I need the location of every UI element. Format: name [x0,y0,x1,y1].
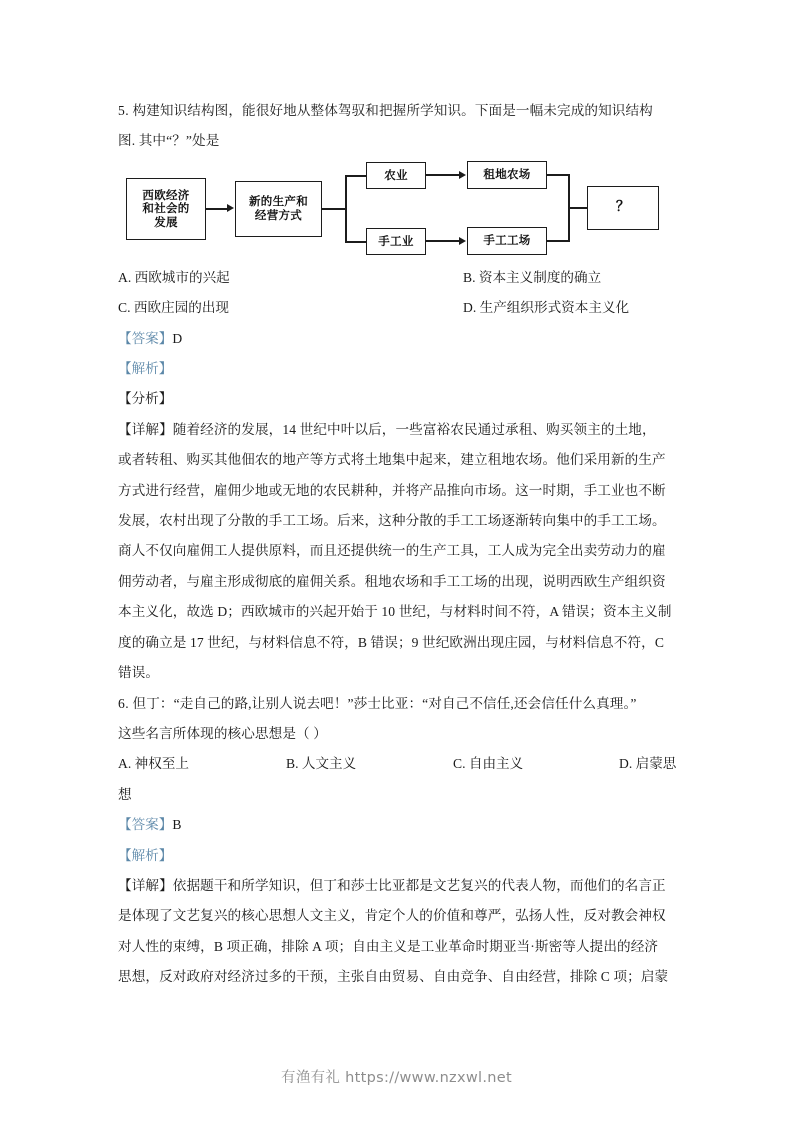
question-5-detail-text-2: 或者转租、购买其他佃农的地产等方式将土地集中起来，建立租地农场。他们采用新的生产 [118,452,666,468]
option-5-d[interactable] [463,293,678,323]
option-6-a-text: 神权至上 [134,756,189,772]
diagram-box-origin-line3: 发展 [154,214,178,229]
option-6-d-text: 启蒙思 [635,756,677,772]
diagram-bracket-left [345,175,347,243]
question-5-detail-line-2 [118,445,678,475]
question-5-options-row-1 [118,263,678,293]
question-5-analysis-line [118,354,678,384]
question-6-stem-line2-row [118,719,678,749]
option-6-d-wrapped-tail [118,780,678,810]
question-5-detail-line-9 [118,658,678,688]
question-5-detail-line-5 [118,536,678,566]
diagram-box-mode-line2: 经营方式 [254,207,303,222]
option-5-c-text: 西欧庄园的出现 [133,300,230,316]
question-5-analysis-label: 【解析】 [118,361,173,377]
question-5-number: 5. [118,103,129,118]
option-6-a[interactable] [118,749,286,779]
option-5-b[interactable] [463,263,678,293]
option-5-c[interactable] [118,293,463,323]
diagram-connector-1 [206,208,227,210]
option-5-a[interactable] [118,263,463,293]
diagram-box-unknown [587,186,659,230]
question-6-number: 6. [118,695,129,711]
option-6-c-text: 自由主义 [468,756,524,772]
question-5-detail-line-4 [118,506,678,536]
option-5-a-text: 西欧城市的兴起 [134,269,230,285]
question-5-stem-line2: 图. 其中“？”处是 [118,133,220,149]
option-5-d-text: 生产组织形式资本主义化 [479,300,630,316]
option-5-d-key: D. [463,300,477,316]
question-5-detail-label: 【详解】 [118,421,173,437]
question-5-detail-text-4: 发展，农村出现了分散的手工工场。后来，这种分散的手工工场逐渐转向集中的手工工场。 [118,513,666,529]
option-5-c-key: C. [118,300,131,316]
question-5-stem-line2-row [118,126,678,156]
question-6-detail-text-2: 是体现了文艺复兴的核心思想人文主义，肯定个人的价值和尊严，弘扬人性，反对教会神权 [118,908,666,924]
footer-watermark-text: 有渔有礼 https://www.nzxwl.net [281,1070,512,1086]
question-5-section-line [118,384,678,414]
question-5-detail-line-1 [118,415,678,445]
diagram-connector-2 [322,208,346,210]
option-6-d[interactable] [619,749,678,779]
diagram-connector-7 [568,207,588,209]
diagram-box-mode-line1: 新的生产和 [249,194,308,209]
question-6-analysis-label: 【解析】 [118,847,173,863]
question-6-answer-value: B [172,817,182,833]
question-6-detail-text-3: 对人性的束缚，B 项正确，排除 A 项；自由主义是工业革命时期亚当·斯密等人提出的经济 [118,938,659,954]
question-5-detail-text-8: 度的确立是 17 世纪，与材料信息不符，B 错误；9 世纪欧洲出现庄园，与材料信息不符，C [118,634,664,650]
diagram-arrowhead-2 [459,171,466,179]
diagram-box-agriculture [366,162,426,189]
footer-watermark [0,1066,793,1087]
diagram-box-rented-farm [467,161,547,189]
option-6-d-key: D. [619,756,633,772]
question-5-detail-text-1: 随着经济的发展，14 世纪中叶以后，一些富裕农民通过承租、购买领主的土地， [172,421,656,437]
question-5-detail-text-6: 佣劳动者，与雇主形成彻底的雇佣关系。租地农场和手工工场的出现，说明西欧生产组织资 [118,573,666,589]
question-6-stem [118,689,678,719]
diagram-box-origin-line1: 西欧经济 [142,187,190,202]
knowledge-structure-diagram [118,161,678,261]
question-5-answer-label: 【答案】 [118,330,173,346]
question-6-detail-text-4: 思想，反对政府对经济过多的干预，主张自由贸易、自由竞争、自由经营，排除 C 项；启蒙 [118,969,669,985]
page-content [118,96,678,993]
question-5-detail-text-5: 商人不仅向雇佣工人提供原料，而且还提供统一的生产工具，工人成为完全出卖劳动力的雇 [118,543,666,559]
question-6-analysis-line [118,841,678,871]
question-6-options-row [118,749,678,779]
question-5-stem-line1: 构建知识结构图，能很好地从整体驾驭和把握所学知识。下面是一幅未完成的知识结构 [132,103,653,118]
question-5-detail-text-9: 错误。 [118,665,160,681]
option-6-a-key: A. [118,756,132,772]
diagram-box-workshop-label: 手工工场 [483,233,531,248]
question-5-detail-text-7: 本主义化，故选 D；西欧城市的兴起开始于 10 世纪，与材料时间不符，A 错误；资本主义制 [118,604,672,620]
question-6-detail-label: 【详解】 [118,877,173,893]
question-5-stem [118,96,678,126]
question-5-answer-line [118,324,678,354]
diagram-box-handicraft-label: 手工业 [378,233,414,248]
diagram-box-mode [235,181,322,237]
question-5 [118,96,678,689]
diagram-box-rented-farm-label: 租地农场 [483,167,531,182]
option-6-b-text: 人文主义 [301,756,357,772]
option-6-c-key: C. [453,756,466,772]
option-5-a-key: A. [118,269,132,285]
option-6-b[interactable] [286,749,453,779]
question-5-detail-line-7 [118,597,678,627]
question-6-answer-line [118,810,678,840]
option-5-b-text: 资本主义制度的确立 [478,269,602,285]
question-5-options-row-2 [118,293,678,323]
diagram-box-unknown-label: ？ [615,199,631,216]
diagram-connector-6 [547,240,569,242]
question-6-answer-label: 【答案】 [118,817,173,833]
option-6-b-key: B. [286,756,299,772]
diagram-box-workshop [467,227,547,255]
diagram-connector-5 [547,174,569,176]
diagram-arrowhead-1 [227,204,234,212]
diagram-connector-branch-bottom [345,241,367,243]
question-5-detail-line-6 [118,567,678,597]
option-5-b-key: B. [463,269,476,285]
question-6-detail-line-2 [118,901,678,931]
diagram-box-agriculture-label: 农业 [384,167,408,182]
question-5-detail-line-3 [118,476,678,506]
question-6 [118,689,678,993]
option-6-c[interactable] [453,749,619,779]
diagram-connector-4 [426,240,459,242]
question-5-detail-text-3: 方式进行经营，雇佣少地或无地的农民耕种，并将产品推向市场。这一时期，手工业也不断 [118,482,666,498]
option-6-d-wrapped-tail-text: 想 [118,786,132,802]
diagram-box-origin-line2: 和社会的 [142,201,190,216]
question-5-answer-value: D [172,330,183,346]
question-6-detail-text-1: 依据题干和所学知识，但丁和莎士比亚都是文艺复兴的代表人物，而他们的名言正 [172,877,666,893]
question-6-stem-line1: 但丁：“走自己的路,让别人说去吧！”莎士比亚：“对自己不信任,还会信任什么真理。” [132,695,637,711]
question-5-section-label: 【分析】 [118,391,173,407]
question-6-detail-line-3 [118,932,678,962]
diagram-box-handicraft [366,228,426,255]
diagram-connector-branch-top [345,175,367,177]
question-6-detail-line-1 [118,871,678,901]
diagram-box-origin [126,178,206,240]
question-6-detail-line-4 [118,962,678,992]
diagram-arrowhead-3 [459,237,466,245]
question-6-stem-line2: 这些名言所体现的核心思想是（ ） [118,725,327,741]
diagram-connector-3 [426,174,459,176]
question-5-detail-line-8 [118,628,678,658]
